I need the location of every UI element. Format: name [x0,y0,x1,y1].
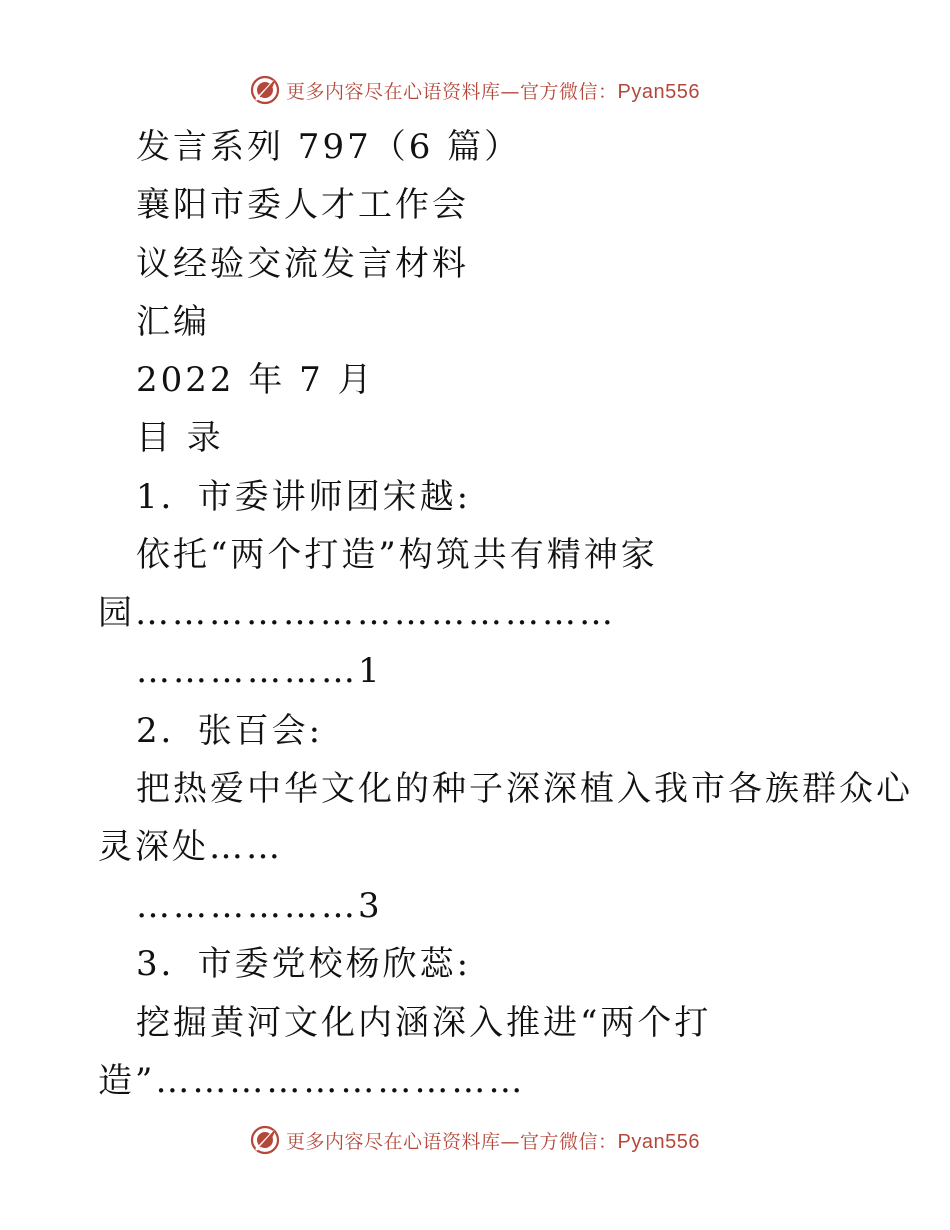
series-title: 发言系列 797（6 篇） [136,127,522,167]
banner-label: 更多内容尽在心语资料库—官方微信： [286,80,618,103]
toc-entry-1-title-cont[interactable]: 园………………………………… [98,593,616,633]
wechat-handle: Pyan556 [617,80,700,103]
toc-heading: 目 录 [136,418,224,458]
toc-entry-2-title[interactable]: 把热爱中华文化的种子深深植入我市各族群众心 [136,769,913,809]
doc-title-line-2: 议经验交流发言材料 [136,244,469,284]
doc-title-line-3: 汇编 [136,302,210,342]
quill-seal-icon [250,75,280,105]
quill-seal-icon [250,1125,280,1155]
toc-entry-3-title-cont[interactable]: 造”………………………… [98,1061,526,1101]
header-banner [0,70,950,110]
footer-banner [0,1120,950,1160]
banner-text [286,1127,700,1154]
toc-entry-3-author[interactable]: 3．市委党校杨欣蕊: [136,944,472,984]
toc-entry-2-page[interactable]: ………………3 [136,886,383,926]
doc-title-line-1: 襄阳市委人才工作会 [136,185,469,225]
banner-text [286,77,700,104]
toc-entry-1-page[interactable]: ………………1 [136,651,383,691]
toc-entry-1-title[interactable]: 依托“两个打造”构筑共有精神家 [136,535,658,575]
toc-entry-1-author[interactable]: 1．市委讲师团宋越: [136,477,472,517]
toc-entry-2-title-cont[interactable]: 灵深处…… [98,827,283,867]
wechat-handle: Pyan556 [617,1130,700,1153]
toc-entry-2-author[interactable]: 2．张百会: [136,711,324,751]
doc-date: 2022 年 7 月 [136,360,375,400]
banner-label: 更多内容尽在心语资料库—官方微信： [286,1130,618,1153]
toc-entry-3-title[interactable]: 挖掘黄河文化内涵深入推进“两个打 [136,1003,712,1043]
